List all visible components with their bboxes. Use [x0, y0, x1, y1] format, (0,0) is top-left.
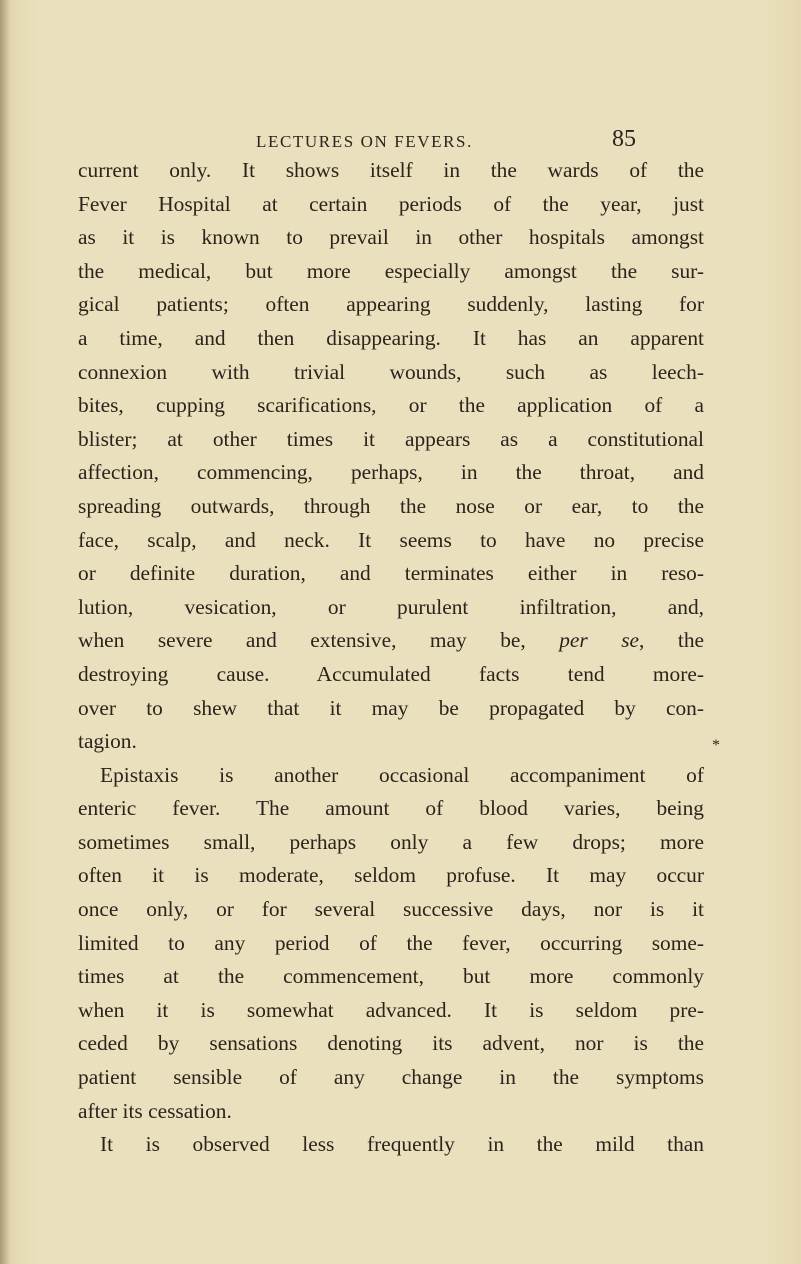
text-line: Epistaxis is another occasional accompaniment of — [100, 762, 704, 787]
text-line: destroying cause. Accumulated facts tend more- — [78, 661, 704, 686]
paragraph-3 — [78, 1128, 704, 1162]
text-line: the medical, but more especially amongst the sur- — [78, 258, 704, 283]
running-head: LECTURES ON FEVERS. — [256, 132, 473, 151]
text-line: as it is known to prevail in other hospitals amongst — [78, 225, 704, 250]
page-number: 85 — [612, 126, 636, 152]
text-line: affection, commencing, perhaps, in the throat, and — [78, 460, 704, 485]
text-line: tagion. — [78, 729, 137, 754]
margin-mark: * — [712, 737, 720, 754]
body-text — [78, 154, 704, 1162]
text-line: over to shew that it may be propagated by con- — [78, 695, 704, 720]
text-line: face, scalp, and neck. It seems to have no precise — [78, 527, 704, 552]
text-line: current only. It shows itself in the wards of the — [78, 158, 704, 182]
text-segment: , the — [639, 628, 704, 653]
text-line: patient sensible of any change in the symptoms — [78, 1065, 704, 1090]
text-line: often it is moderate, seldom profuse. It may occur — [78, 863, 704, 888]
text-line: enteric fever. The amount of blood varies, being — [78, 796, 704, 821]
text-line: after its cessation. — [78, 1098, 232, 1123]
text-line: lution, vesication, or purulent infiltration, and, — [78, 594, 704, 619]
text-line: once only, or for several successive days, nor is it — [78, 897, 704, 922]
text-line: bites, cupping scarifications, or the application of a — [78, 393, 704, 418]
italic-phrase: per se — [559, 628, 640, 653]
text-line: spreading outwards, through the nose or ear, to the — [78, 493, 704, 518]
binding-edge — [0, 0, 10, 1264]
text-line: sometimes small, perhaps only a few drops; more — [78, 829, 704, 854]
text-line: when it is somewhat advanced. It is seldom pre- — [78, 997, 704, 1022]
text-line: or definite duration, and terminates either in reso- — [78, 561, 704, 586]
paragraph-2 — [78, 759, 704, 1129]
text-segment: when severe and extensive, may be, — [78, 628, 560, 653]
text-line: It is observed less frequently in the mild than — [100, 1132, 704, 1157]
text-line-with-italic — [78, 624, 704, 658]
text-line: blister; at other times it appears as a constitutional — [78, 426, 704, 451]
text-line: a time, and then disappearing. It has an apparent — [78, 325, 704, 350]
paragraph-1 — [78, 154, 704, 759]
text-line: limited to any period of the fever, occurring some- — [78, 930, 704, 955]
text-line: times at the commencement, but more commonly — [78, 964, 704, 989]
text-line: ceded by sensations denoting its advent, nor is the — [78, 1031, 704, 1056]
text-line: connexion with trivial wounds, such as leech- — [78, 359, 704, 384]
text-line: gical patients; often appearing suddenly, lasting for — [78, 292, 704, 317]
text-line: Fever Hospital at certain periods of the year, just — [78, 191, 704, 216]
